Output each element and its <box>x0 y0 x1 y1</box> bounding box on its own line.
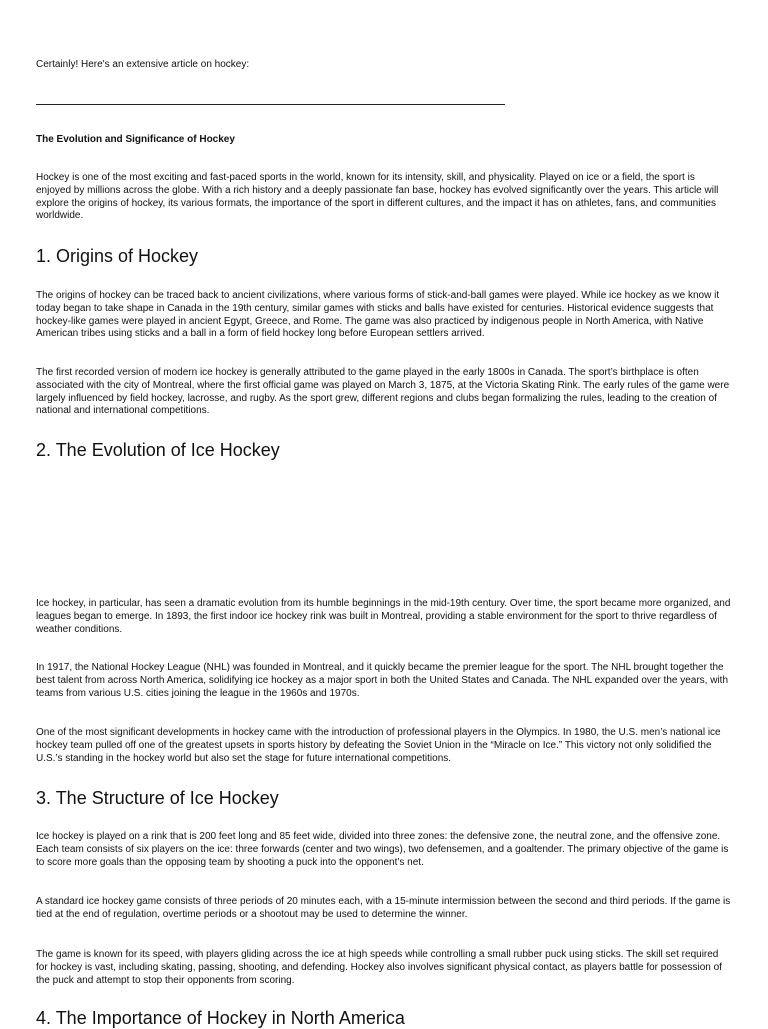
intro-line: Certainly! Here's an extensive article on hockey: <box>36 59 250 70</box>
section-heading-origins: 1. Origins of Hockey <box>36 246 199 266</box>
article-title: The Evolution and Significance of Hockey <box>36 134 235 145</box>
section-heading-evolution: 2. The Evolution of Ice Hockey <box>36 440 280 460</box>
paragraph: The game is known for its speed, with players gliding across the ice at high speeds while controlling a small rubber puck using sticks. The skill set required for hockey is vast, including skating, passing, shooting, and defending. Hockey also involves significant physical contact, as players battle for possession of the puck and attempt to stop their opponents from scoring. <box>36 949 722 986</box>
paragraph: Ice hockey is played on a rink that is 200 feet long and 85 feet wide, divided into three zones: the defensive zone, the neutral zone, and the offensive zone. Each team consists of six players on the ice: three forwards (center and two wings), two defensemen, and a goaltender. The primary objective of the game is to score more goals than the opposing team by shooting a puck into the opponent’s net. <box>36 831 729 868</box>
paragraph: Ice hockey, in particular, has seen a dramatic evolution from its humble beginnings in the mid-19th century. Over time, the sport became more organized, and leagues began to emerge. In 1893, the first indoor ice hockey rink was built in Montreal, providing a stable environment for the sport to thrive regardless of weather conditions. <box>36 598 731 635</box>
paragraph: In 1917, the National Hockey League (NHL) was founded in Montreal, and it quickly became the premier league for the sport. The NHL brought together the best talent from across North America, solidifying ice hockey as a major sport in both the United States and Canada. The NHL expanded over the years, with teams from various U.S. cities joining the league in the 1960s and 1970s. <box>36 662 729 699</box>
section-heading-importance: 4. The Importance of Hockey in North America <box>36 1008 405 1028</box>
paragraph: The first recorded version of modern ice hockey is generally attributed to the game played in the early 1800s in Canada. The sport’s birthplace is often associated with the city of Montreal, where the first official game was played on March 3, 1875, at the Victoria Skating Rink. The early rules of the game were largely influenced by field hockey, lacrosse, and rugby. As the sport grew, different regions and clubs began formalizing the rules, leading to the creation of national and international competitions. <box>36 367 730 417</box>
section-heading-structure: 3. The Structure of Ice Hockey <box>36 788 279 808</box>
paragraph: A standard ice hockey game consists of three periods of 20 minutes each, with a 15-minute intermission between the second and third periods. If the game is tied at the end of regulation, overtime periods or a shootout may be used to determine the winner. <box>36 896 731 920</box>
paragraph: The origins of hockey can be traced back to ancient civilizations, where various forms of stick-and-ball games were played. While ice hockey as we know it today began to take shape in Canada in the 19th century, similar games with sticks and balls have existed for centuries. Historical evidence suggests that hockey-like games were played in ancient Egypt, Greece, and Rome. The game was also practiced by indigenous people in North America, with Native American tribes using sticks and a ball in a form of field hockey long before European settlers arrived. <box>36 290 720 340</box>
paragraph: One of the most significant developments in hockey came with the introduction of professional players in the Olympics. In 1980, the U.S. men’s national ice hockey team pulled off one of the greatest upsets in sports history by defeating the Soviet Union in the “Miracle on Ice.” This victory not only solidified the U.S.’s standing in the hockey world but also set the stage for future international competitions. <box>36 727 721 764</box>
intro-paragraph: Hockey is one of the most exciting and fast-paced sports in the world, known for its intensity, skill, and physicality. Played on ice or a field, the sport is enjoyed by millions across the globe. With a rich history and a deeply passionate fan base, hockey has evolved significantly over the years. This article will explore the origins of hockey, its various formats, the importance of the sport in different cultures, and the impact it has on athletes, fans, and communities worldwide. <box>36 172 719 222</box>
horizontal-rule <box>36 104 505 105</box>
